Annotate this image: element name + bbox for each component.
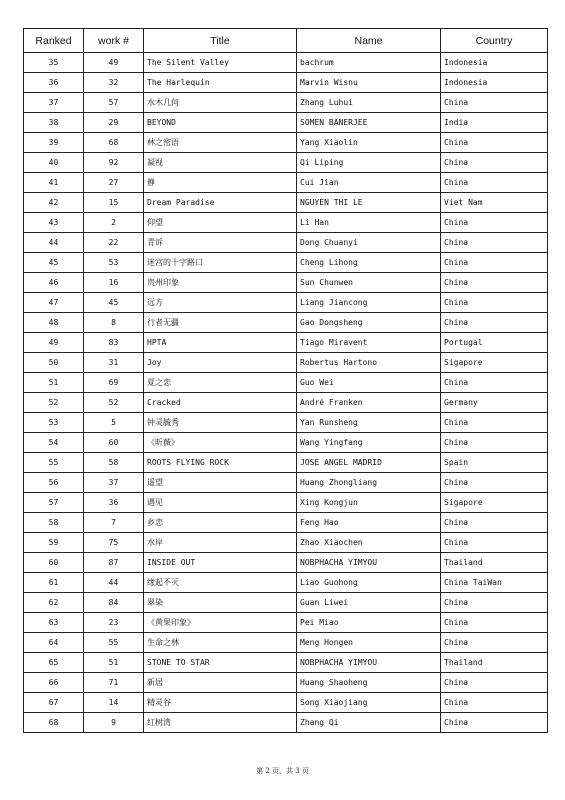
title-cell: 钟灵毓秀 xyxy=(144,413,297,433)
rank-cell: 56 xyxy=(24,473,84,493)
table-row xyxy=(24,373,548,393)
country-cell: Spain xyxy=(441,453,548,473)
table-row xyxy=(24,453,548,473)
title-cell: ROOTS FLYING ROCK xyxy=(144,453,297,473)
table-row xyxy=(24,553,548,573)
work-number-cell: 60 xyxy=(84,433,144,453)
work-number-cell: 84 xyxy=(84,593,144,613)
name-cell: Li Han xyxy=(297,213,441,233)
rank-cell: 68 xyxy=(24,713,84,733)
country-cell: Indonesia xyxy=(441,73,548,93)
name-cell: Cui Jian xyxy=(297,173,441,193)
work-number-cell: 49 xyxy=(84,53,144,73)
rank-cell: 46 xyxy=(24,273,84,293)
name-cell: Yan Runsheng xyxy=(297,413,441,433)
name-cell: Zhao Xiaochen xyxy=(297,533,441,553)
table-row xyxy=(24,713,548,733)
title-cell: 仰望 xyxy=(144,213,297,233)
work-number-cell: 68 xyxy=(84,133,144,153)
table-row xyxy=(24,53,548,73)
title-cell: 夏之恋 xyxy=(144,373,297,393)
rank-cell: 47 xyxy=(24,293,84,313)
name-cell: Pei Miao xyxy=(297,613,441,633)
rank-cell: 60 xyxy=(24,553,84,573)
title-cell: 迷宫的十字路口 xyxy=(144,253,297,273)
table-row xyxy=(24,273,548,293)
title-cell: 遇见 xyxy=(144,493,297,513)
country-cell: Sigapore xyxy=(441,493,548,513)
table-row xyxy=(24,73,548,93)
work-number-cell: 27 xyxy=(84,173,144,193)
work-number-cell: 83 xyxy=(84,333,144,353)
work-number-cell: 32 xyxy=(84,73,144,93)
table-row xyxy=(24,513,548,533)
name-cell: JOSE ANGEL MADRID xyxy=(297,453,441,473)
header-row xyxy=(24,29,548,53)
ranking-table xyxy=(23,28,548,733)
table-row xyxy=(24,113,548,133)
table-row xyxy=(24,473,548,493)
work-number-cell: 55 xyxy=(84,633,144,653)
rank-cell: 43 xyxy=(24,213,84,233)
name-cell: Qi Liping xyxy=(297,153,441,173)
rank-cell: 57 xyxy=(24,493,84,513)
table-row xyxy=(24,533,548,553)
table-row xyxy=(24,293,548,313)
rank-cell: 54 xyxy=(24,433,84,453)
title-cell: 行者无疆 xyxy=(144,313,297,333)
rank-cell: 51 xyxy=(24,373,84,393)
title-cell: 精灵谷 xyxy=(144,693,297,713)
rank-cell: 63 xyxy=(24,613,84,633)
table-row xyxy=(24,653,548,673)
country-cell: China xyxy=(441,93,548,113)
column-header-country: Country xyxy=(441,29,548,53)
country-cell: China xyxy=(441,713,548,733)
country-cell: Germany xyxy=(441,393,548,413)
rank-cell: 35 xyxy=(24,53,84,73)
table-row xyxy=(24,233,548,253)
name-cell: Liang Jiancong xyxy=(297,293,441,313)
rank-cell: 65 xyxy=(24,653,84,673)
rank-cell: 50 xyxy=(24,353,84,373)
work-number-cell: 9 xyxy=(84,713,144,733)
name-cell: Meng Hongen xyxy=(297,633,441,653)
country-cell: China xyxy=(441,693,548,713)
table-row xyxy=(24,253,548,273)
rank-cell: 42 xyxy=(24,193,84,213)
title-cell: 静 xyxy=(144,173,297,193)
rank-cell: 62 xyxy=(24,593,84,613)
work-number-cell: 2 xyxy=(84,213,144,233)
country-cell: Viet Nam xyxy=(441,193,548,213)
country-cell: China xyxy=(441,613,548,633)
name-cell: Guo Wei xyxy=(297,373,441,393)
name-cell: André Franken xyxy=(297,393,441,413)
table-row xyxy=(24,173,548,193)
rank-cell: 40 xyxy=(24,153,84,173)
rank-cell: 48 xyxy=(24,313,84,333)
work-number-cell: 71 xyxy=(84,673,144,693)
name-cell: Sun Chunwen xyxy=(297,273,441,293)
country-cell: China xyxy=(441,233,548,253)
country-cell: Portugal xyxy=(441,333,548,353)
rank-cell: 37 xyxy=(24,93,84,113)
work-number-cell: 87 xyxy=(84,553,144,573)
work-number-cell: 52 xyxy=(84,393,144,413)
title-cell: HPTA xyxy=(144,333,297,353)
rank-cell: 55 xyxy=(24,453,84,473)
work-number-cell: 15 xyxy=(84,193,144,213)
work-number-cell: 29 xyxy=(84,113,144,133)
title-cell: 贵州印象 xyxy=(144,273,297,293)
table-header xyxy=(24,29,548,53)
work-number-cell: 53 xyxy=(84,253,144,273)
work-number-cell: 16 xyxy=(84,273,144,293)
column-header-title: Title xyxy=(144,29,297,53)
name-cell: Zhang Luhui xyxy=(297,93,441,113)
rank-cell: 59 xyxy=(24,533,84,553)
rank-cell: 66 xyxy=(24,673,84,693)
country-cell: China xyxy=(441,513,548,533)
work-number-cell: 8 xyxy=(84,313,144,333)
country-cell: China xyxy=(441,433,548,453)
country-cell: Sigapore xyxy=(441,353,548,373)
table-row xyxy=(24,313,548,333)
name-cell: Cheng Lihong xyxy=(297,253,441,273)
country-cell: China xyxy=(441,273,548,293)
table-row xyxy=(24,413,548,433)
country-cell: China xyxy=(441,593,548,613)
name-cell: Dong Chuanyi xyxy=(297,233,441,253)
work-number-cell: 44 xyxy=(84,573,144,593)
table-row xyxy=(24,353,548,373)
country-cell: China xyxy=(441,253,548,273)
name-cell: Song Xiaojiang xyxy=(297,693,441,713)
work-number-cell: 22 xyxy=(84,233,144,253)
name-cell: Liao Guohong xyxy=(297,573,441,593)
name-cell: Guan Liwei xyxy=(297,593,441,613)
title-cell: 青诉 xyxy=(144,233,297,253)
title-cell: Joy xyxy=(144,353,297,373)
country-cell: China xyxy=(441,293,548,313)
work-number-cell: 69 xyxy=(84,373,144,393)
title-cell: Dream Paradise xyxy=(144,193,297,213)
title-cell: 新居 xyxy=(144,673,297,693)
name-cell: NGUYEN THI LE xyxy=(297,193,441,213)
work-number-cell: 57 xyxy=(84,93,144,113)
name-cell: NOBPHACHA YIMYOU xyxy=(297,653,441,673)
country-cell: China TaiWan xyxy=(441,573,548,593)
name-cell: Huang Zhongliang xyxy=(297,473,441,493)
title-cell: STONE TO STAR xyxy=(144,653,297,673)
country-cell: Thailand xyxy=(441,553,548,573)
column-header-ranked: Ranked xyxy=(24,29,84,53)
name-cell: Zhang Qi xyxy=(297,713,441,733)
name-cell: SOMEN BANERJEE xyxy=(297,113,441,133)
country-cell: China xyxy=(441,153,548,173)
title-cell: 《黄果印象》 xyxy=(144,613,297,633)
table-row xyxy=(24,133,548,153)
table-row xyxy=(24,573,548,593)
title-cell: BEYOND xyxy=(144,113,297,133)
work-number-cell: 23 xyxy=(84,613,144,633)
country-cell: China xyxy=(441,373,548,393)
title-cell: 林之密语 xyxy=(144,133,297,153)
rank-cell: 39 xyxy=(24,133,84,153)
name-cell: NOBPHACHA YIMYOU xyxy=(297,553,441,573)
work-number-cell: 7 xyxy=(84,513,144,533)
country-cell: China xyxy=(441,413,548,433)
rank-cell: 36 xyxy=(24,73,84,93)
country-cell: Thailand xyxy=(441,653,548,673)
table-row xyxy=(24,593,548,613)
title-cell: INSIDE OUT xyxy=(144,553,297,573)
name-cell: Xing Kongjun xyxy=(297,493,441,513)
work-number-cell: 5 xyxy=(84,413,144,433)
country-cell: India xyxy=(441,113,548,133)
column-header-name: Name xyxy=(297,29,441,53)
rank-cell: 64 xyxy=(24,633,84,653)
work-number-cell: 51 xyxy=(84,653,144,673)
table-row xyxy=(24,193,548,213)
name-cell: Wang Yingfang xyxy=(297,433,441,453)
title-cell: 生命之林 xyxy=(144,633,297,653)
title-cell: Cracked xyxy=(144,393,297,413)
title-cell: 乡恋 xyxy=(144,513,297,533)
page-footer: 第 2 页，共 3 页 xyxy=(256,767,309,775)
rank-cell: 67 xyxy=(24,693,84,713)
title-cell: 《昕薇》 xyxy=(144,433,297,453)
table-row xyxy=(24,393,548,413)
title-cell: 凝视 xyxy=(144,153,297,173)
table-body xyxy=(24,53,548,733)
title-cell: 翠染 xyxy=(144,593,297,613)
title-cell: 遥望 xyxy=(144,473,297,493)
rank-cell: 49 xyxy=(24,333,84,353)
work-number-cell: 92 xyxy=(84,153,144,173)
name-cell: Feng Hao xyxy=(297,513,441,533)
title-cell: 红树湾 xyxy=(144,713,297,733)
name-cell: Yang Xiaolin xyxy=(297,133,441,153)
title-cell: 缘起不灭 xyxy=(144,573,297,593)
rank-cell: 44 xyxy=(24,233,84,253)
table-row xyxy=(24,493,548,513)
table-row xyxy=(24,633,548,653)
country-cell: China xyxy=(441,133,548,153)
title-cell: 水木几何 xyxy=(144,93,297,113)
table-row xyxy=(24,693,548,713)
rank-cell: 45 xyxy=(24,253,84,273)
country-cell: China xyxy=(441,313,548,333)
title-cell: 水岸 xyxy=(144,533,297,553)
work-number-cell: 75 xyxy=(84,533,144,553)
table-row xyxy=(24,153,548,173)
title-cell: The Silent Valley xyxy=(144,53,297,73)
rank-cell: 38 xyxy=(24,113,84,133)
table-row xyxy=(24,93,548,113)
name-cell: Tiago Miravent xyxy=(297,333,441,353)
work-number-cell: 36 xyxy=(84,493,144,513)
name-cell: Marvin Wisnu xyxy=(297,73,441,93)
work-number-cell: 45 xyxy=(84,293,144,313)
column-header-work-number: work # xyxy=(84,29,144,53)
name-cell: Huang Shaoheng xyxy=(297,673,441,693)
table-row xyxy=(24,333,548,353)
table-row xyxy=(24,213,548,233)
name-cell: bachrum xyxy=(297,53,441,73)
rank-cell: 52 xyxy=(24,393,84,413)
table-row xyxy=(24,613,548,633)
rank-cell: 61 xyxy=(24,573,84,593)
country-cell: China xyxy=(441,473,548,493)
country-cell: China xyxy=(441,673,548,693)
work-number-cell: 58 xyxy=(84,453,144,473)
rank-cell: 58 xyxy=(24,513,84,533)
country-cell: China xyxy=(441,633,548,653)
country-cell: China xyxy=(441,173,548,193)
country-cell: China xyxy=(441,213,548,233)
work-number-cell: 37 xyxy=(84,473,144,493)
name-cell: Robertus Hartono xyxy=(297,353,441,373)
table-row xyxy=(24,433,548,453)
rank-cell: 41 xyxy=(24,173,84,193)
country-cell: China xyxy=(441,533,548,553)
work-number-cell: 31 xyxy=(84,353,144,373)
name-cell: Gao Dongsheng xyxy=(297,313,441,333)
title-cell: 远方 xyxy=(144,293,297,313)
title-cell: The Harlequin xyxy=(144,73,297,93)
country-cell: Indonesia xyxy=(441,53,548,73)
rank-cell: 53 xyxy=(24,413,84,433)
work-number-cell: 14 xyxy=(84,693,144,713)
table-row xyxy=(24,673,548,693)
